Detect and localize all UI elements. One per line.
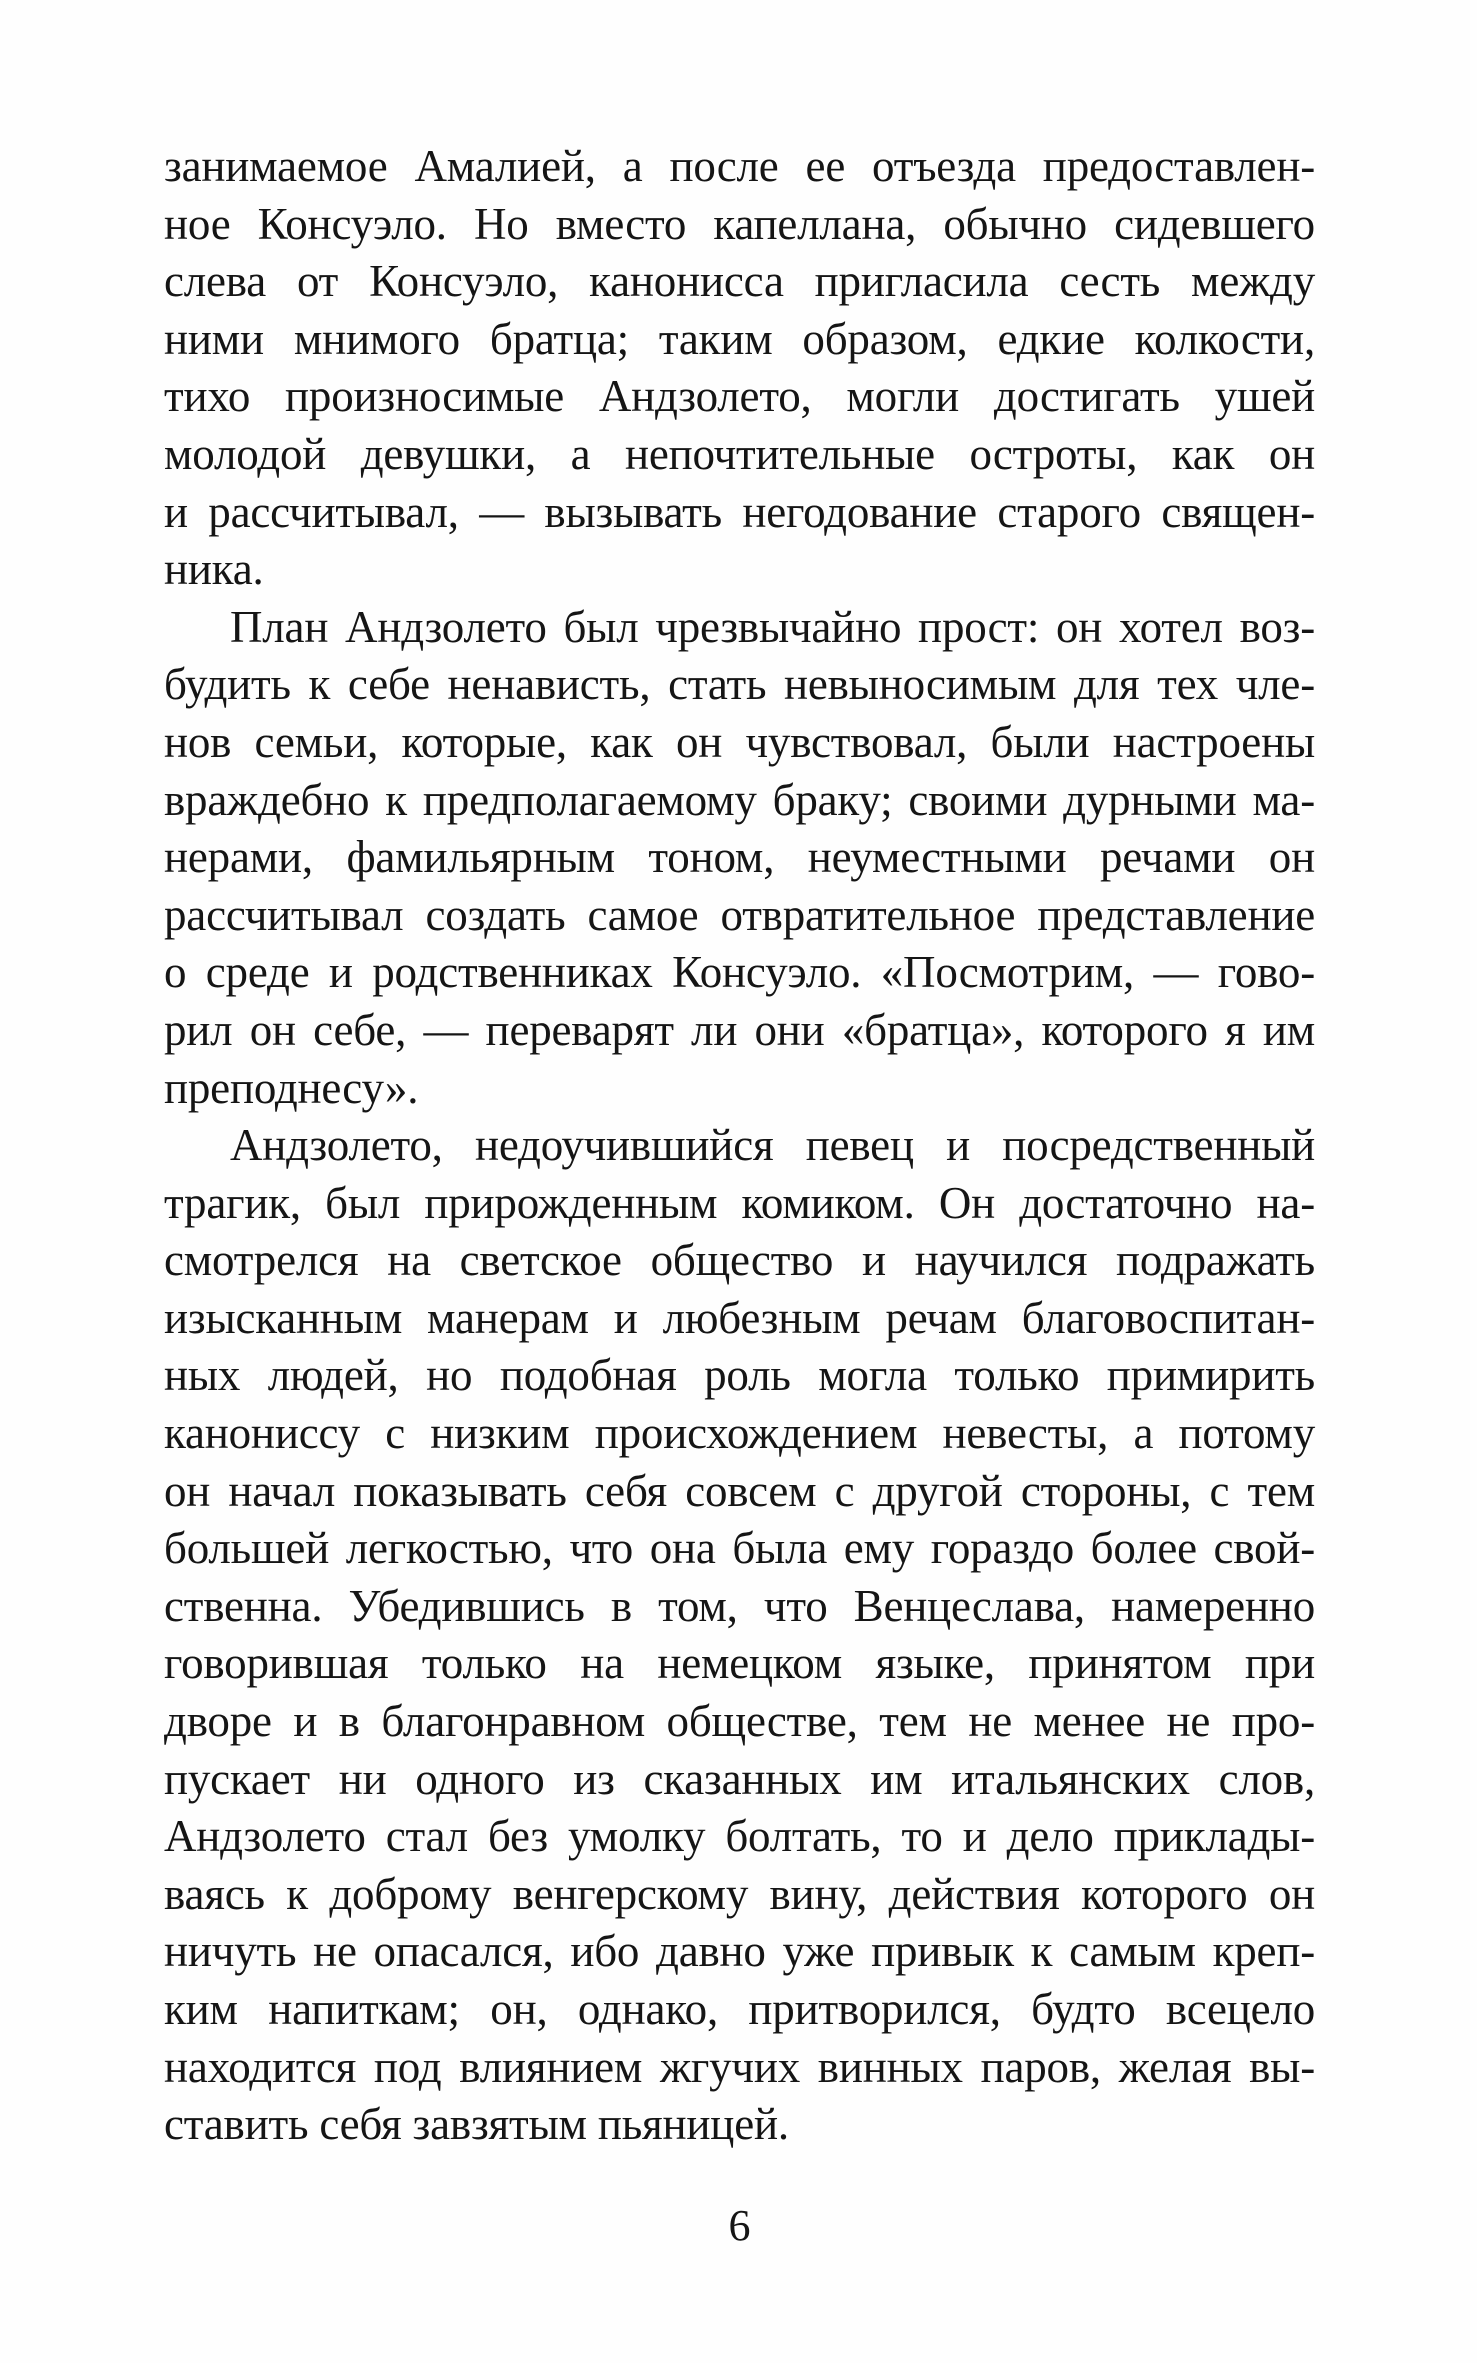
text-line: ных людей, но подобная роль могла только примирить	[164, 1350, 1315, 1401]
text-line: нов семьи, которые, как он чувствовал, были настроены	[164, 716, 1315, 767]
text-line: ственна. Убедившись в том, что Венцеслава, намеренно	[164, 1580, 1315, 1631]
text-line: о среде и родственниках Консуэло. «Посмотрим, — гово-	[164, 947, 1315, 998]
text-line: ничуть не опасался, ибо давно уже привык к самым креп-	[164, 1926, 1315, 1977]
text-line: дворе и в благонравном обществе, тем не менее не про-	[164, 1696, 1315, 1747]
text-line: План Андзолето был чрезвычайно прост: он хотел воз-	[230, 601, 1315, 652]
text-line: ставить себя завзятым пьяницей.	[164, 2099, 789, 2150]
text-line: рассчитывал создать самое отвратительное представление	[164, 889, 1315, 940]
page-number: 6	[728, 2201, 751, 2250]
page-text	[164, 138, 1315, 2154]
text-line: Андзолето стал без умолку болтать, то и дело приклады-	[164, 1811, 1315, 1862]
text-line: ким напиткам; он, однако, притворился, будто всецело	[164, 1984, 1315, 2034]
text-line: изысканным манерам и любезным речам благовоспитан-	[164, 1292, 1315, 1343]
text-line: большей легкостью, что она была ему гораздо более свой-	[164, 1523, 1315, 1574]
text-line: будить к себе ненависть, стать невыносимым для тех чле-	[164, 659, 1315, 710]
text-line: Андзолето, недоучившийся певец и посредственный	[230, 1120, 1315, 1171]
text-line: тихо произносимые Андзолето, могли достигать ушей	[164, 371, 1315, 422]
text-line: преподнесу».	[164, 1062, 419, 1113]
text-line: он начал показывать себя совсем с другой стороны, с тем	[164, 1465, 1315, 1516]
text-line: враждебно к предполагаемому браку; своими дурными ма-	[164, 774, 1315, 825]
text-line: находится под влиянием жгучих винных паров, желая вы-	[164, 2041, 1315, 2092]
text-line: ника.	[164, 544, 264, 595]
text-line: пускает ни одного из сказанных им итальянских слов,	[164, 1753, 1315, 1804]
text-line: слева от Консуэло, канонисса пригласила сесть между	[164, 256, 1315, 307]
text-line: ваясь к доброму венгерскому вину, действия которого он	[164, 1868, 1315, 1919]
text-line: занимаемое Амалией, а после ее отъезда предоставлен-	[164, 141, 1315, 191]
text-line: ное Консуэло. Но вместо капеллана, обычно сидевшего	[164, 198, 1315, 249]
text-line: трагик, был прирожденным комиком. Он достаточно на-	[164, 1177, 1315, 1228]
text-line: молодой девушки, а непочтительные остроты, как он	[164, 428, 1315, 479]
text-line: нерами, фамильярным тоном, неуместными речами он	[164, 832, 1315, 883]
text-line: и рассчитывал, — вызывать негодование старого священ-	[164, 486, 1315, 537]
text-line: смотрелся на светское общество и научился подражать	[164, 1235, 1315, 1286]
text-line: рил он себе, — переварят ли они «братца», которого я им	[164, 1004, 1315, 1055]
text-line: говорившая только на немецком языке, принятом при	[164, 1638, 1315, 1689]
text-line: канониссу с низким происхождением невесты, а потому	[164, 1408, 1315, 1459]
text-line: ними мнимого братца; таким образом, едкие колкости,	[164, 313, 1315, 364]
